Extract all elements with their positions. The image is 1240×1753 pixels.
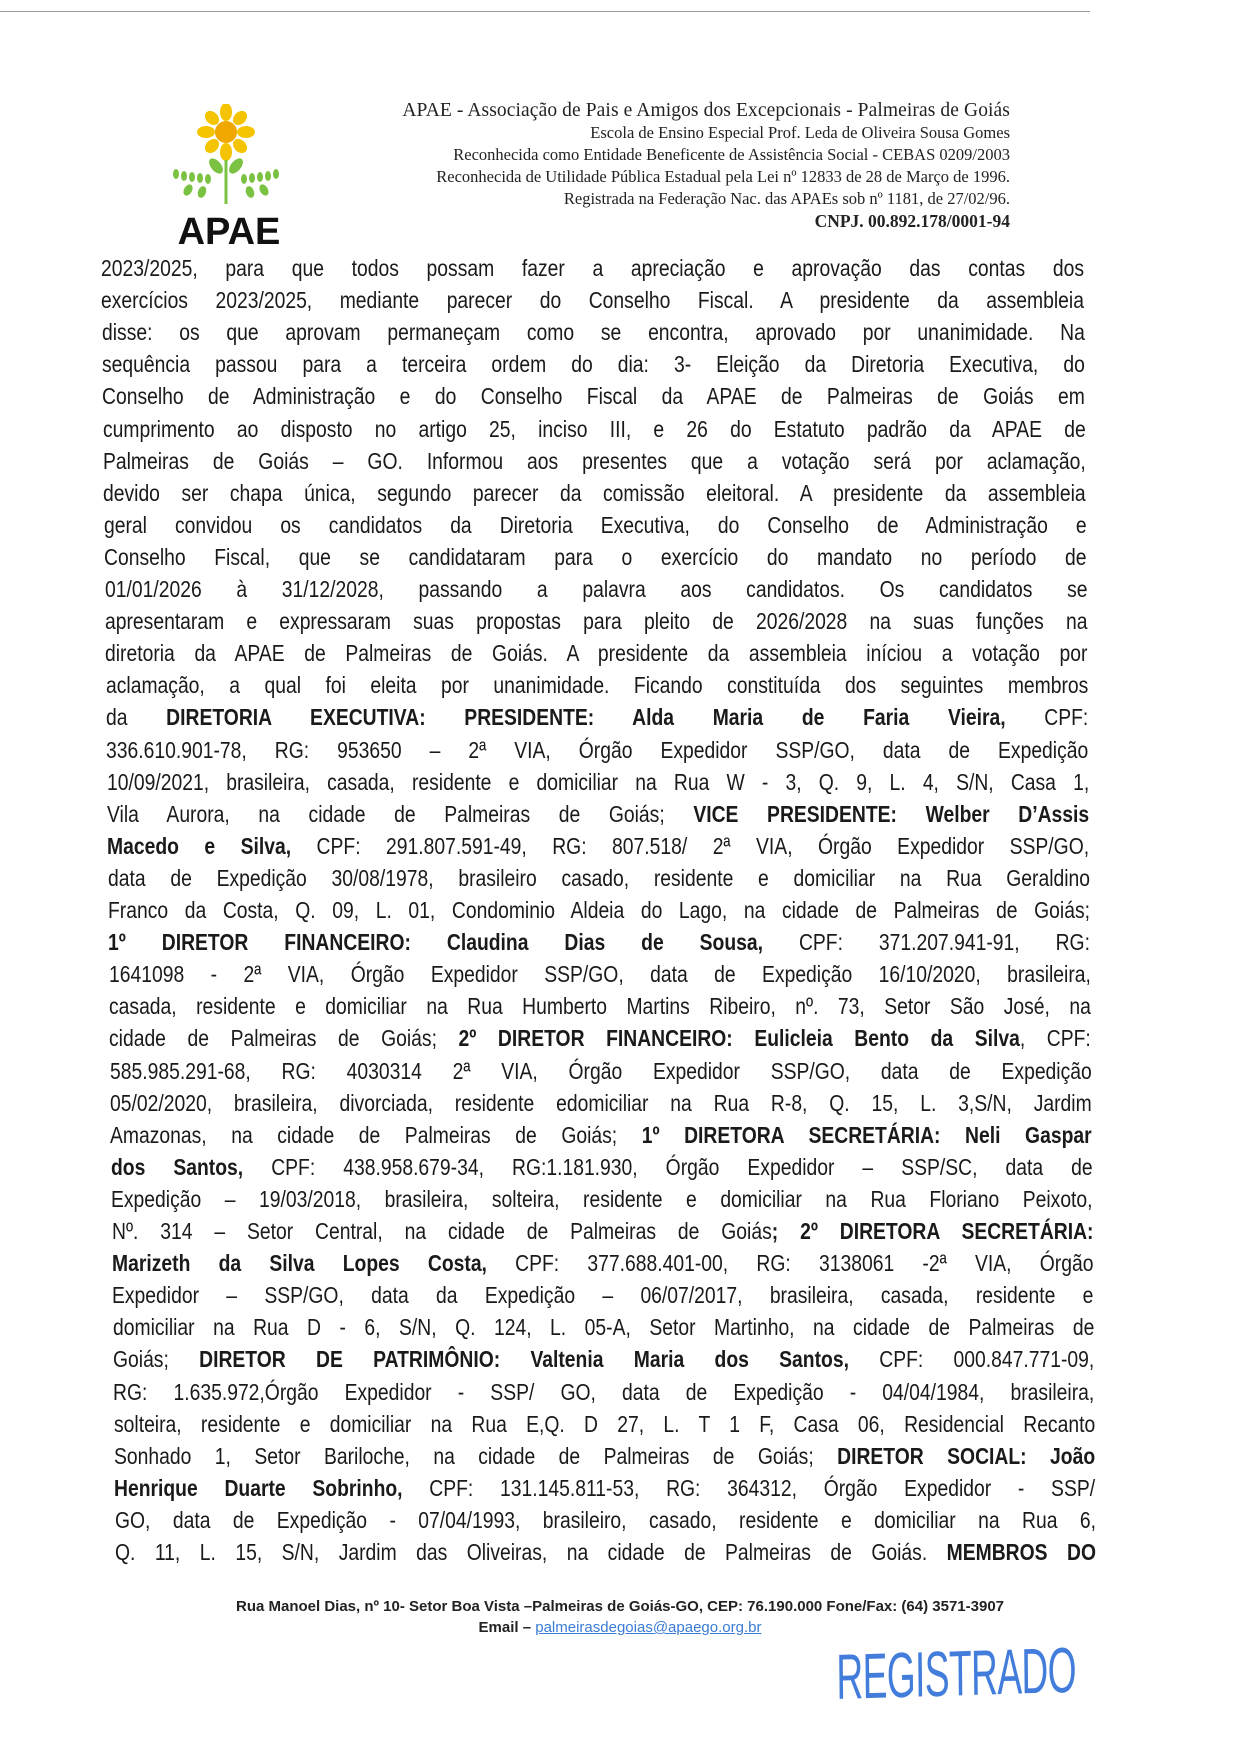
- text-segment: sequência passou para a terceira ordem do dia: 3- Eleição da Diretoria Executiva, do: [102, 351, 1085, 378]
- text-segment: 2023/2025, para que todos possam fazer a apreciação e aprovação das contas dos: [101, 255, 1084, 281]
- bold-text-segment: dos Santos,: [110, 1153, 243, 1180]
- bold-text-segment: DIRETORIA EXECUTIVA: PRESIDENTE: Alda Maria de Faria Vieira,: [166, 704, 1006, 731]
- bold-text-segment: 2º DIRETOR FINANCEIRO: Eulicleia Bento da Silva: [458, 1025, 1021, 1052]
- text-line: [106, 669, 1088, 701]
- text-line: [107, 830, 1089, 862]
- letterhead-line: Reconhecida como Entidade Beneficente de Assistência Social - CEBAS 0209/2003: [453, 145, 1010, 164]
- bold-text-segment: 1º DIRETORA SECRETÁRIA: Neli Gaspar: [642, 1121, 1093, 1148]
- bold-text-segment: DIRETOR SOCIAL: João: [837, 1442, 1096, 1469]
- text-segment: RG: 1.635.972,Órgão Expedidor - SSP/ GO, data de Expedição - 04/04/1984, brasileira,: [113, 1378, 1095, 1405]
- text-line: [111, 1151, 1093, 1183]
- registrado-stamp: REGISTRADO: [836, 1633, 1077, 1713]
- text-line: [110, 1087, 1092, 1119]
- text-segment: CPF: 371.207.941-91, RG:: [763, 929, 1091, 956]
- text-segment: Palmeiras de Goiás – GO. Informou aos presentes que a votação será por aclamação,: [103, 447, 1086, 474]
- text-segment: 01/01/2026 à 31/12/2028, passando a palavra aos candidatos. Os candidatos se: [104, 576, 1087, 602]
- logo-text: APAE: [177, 211, 281, 252]
- text-line: [104, 509, 1087, 541]
- text-line: [110, 1055, 1092, 1087]
- text-line: [110, 1119, 1092, 1151]
- text-segment: exercícios 2023/2025, mediante parecer do Conselho Fiscal. A presidente da assembleia: [101, 287, 1085, 314]
- text-segment: da: [105, 704, 167, 731]
- apae-logo: [166, 104, 296, 252]
- text-segment: Nº. 314 – Setor Central, na cidade de Palmeiras de Goiás: [111, 1218, 772, 1244]
- text-line: [114, 1408, 1095, 1440]
- text-segment: Vila Aurora, na cidade de Palmeiras de Goiás;: [106, 800, 694, 827]
- bold-text-segment: Macedo e Silva,: [107, 832, 292, 859]
- text-segment: apresentaram e expressaram suas propostas para pleito de 2026/2028 na suas funções na: [104, 608, 1088, 635]
- text-segment: Franco da Costa, Q. 09, L. 01, Condominio Aldeia do Lago, na cidade de Palmeiras de Goiás;: [108, 897, 1090, 923]
- sunflower-icon: [173, 104, 279, 204]
- text-line: [112, 1279, 1093, 1311]
- text-segment: Conselho Fiscal, que se candidataram para o exercício do mandato no período de: [104, 543, 1087, 570]
- text-segment: GO, data de Expedição - 07/04/1993, brasileiro, casado, residente e domiciliar na Rua 6,: [114, 1506, 1096, 1533]
- text-line: [106, 734, 1088, 766]
- letterhead-line: Registrada na Federação Nac. das APAEs sob nº 1181, de 27/02/96.: [563, 189, 1010, 208]
- scan-edge-line: [0, 11, 1090, 12]
- text-segment: casada, residente e domiciliar na Rua Humberto Martins Ribeiro, nº. 73, Setor São José, na: [109, 993, 1091, 1020]
- bold-text-segment: ; 2º DIRETORA SECRETÁRIA:: [771, 1218, 1093, 1244]
- text-line: [109, 958, 1091, 990]
- text-line: [115, 1536, 1096, 1568]
- cnpj: CNPJ. 00.892.178/0001-94: [814, 211, 1010, 231]
- text-segment: devido ser chapa única, segundo parecer da comissão eleitoral. A presidente da assembleia: [103, 479, 1087, 506]
- text-segment: cidade de Palmeiras de Goiás;: [109, 1025, 459, 1052]
- text-line: [109, 1022, 1091, 1054]
- text-line: [111, 1183, 1093, 1215]
- text-line: [109, 990, 1091, 1022]
- text-line: [113, 1311, 1094, 1343]
- text-segment: Conselho de Administração e do Conselho Fiscal da APAE de Palmeiras de Goiás em: [102, 383, 1086, 410]
- bold-text-segment: Marizeth da Silva Lopes Costa,: [111, 1250, 487, 1277]
- text-line: [103, 445, 1086, 477]
- bold-text-segment: VICE PRESIDENTE: Welber D’Assis: [693, 800, 1090, 827]
- text-segment: , CPF:: [1020, 1025, 1092, 1052]
- text-line: [107, 766, 1089, 798]
- bold-text-segment: Henrique Duarte Sobrinho,: [114, 1474, 403, 1501]
- letterhead-line: Reconhecida de Utilidade Pública Estadual pela Lei nº 12833 de 28 de Março de 1996.: [436, 167, 1010, 186]
- bold-text-segment: MEMBROS DO: [946, 1539, 1097, 1565]
- text-line: [115, 1504, 1096, 1536]
- text-segment: 05/02/2020, brasileira, divorciada, residente edomiciliar na Rua R-8, Q. 15, L. 3,S/N, Jardim: [110, 1089, 1092, 1116]
- text-segment: CPF: 000.847.771-09,: [848, 1346, 1095, 1373]
- text-line: [113, 1376, 1094, 1408]
- text-segment: Expedidor – SSP/GO, data da Expedição – 06/07/2017, brasileira, casada, residente e: [112, 1282, 1094, 1309]
- text-segment: CPF: 377.688.401-00, RG: 3138061 -2ª VIA, Órgão: [486, 1250, 1094, 1277]
- text-segment: disse: os que aprovam permaneçam como se encontra, aprovado por unanimidade. Na: [101, 319, 1085, 346]
- text-segment: geral convidou os candidatos da Diretoria Executiva, do Conselho de Administração e: [103, 511, 1087, 538]
- email-link[interactable]: palmeirasdegoias@apaego.org.br: [535, 1619, 762, 1636]
- text-line: [112, 1215, 1093, 1247]
- text-line: [108, 926, 1090, 958]
- text-line: [105, 637, 1087, 669]
- text-segment: data de Expedição 30/08/1978, brasileiro casado, residente e domiciliar na Rua Geraldino: [107, 864, 1090, 891]
- text-line: [105, 573, 1087, 605]
- text-segment: Sonhado 1, Setor Bariloche, na cidade de Palmeiras de Goiás;: [113, 1442, 838, 1469]
- text-line: [102, 348, 1085, 380]
- text-line: [114, 1440, 1095, 1472]
- text-line: [105, 605, 1087, 637]
- text-line: [112, 1247, 1093, 1279]
- text-line: [103, 477, 1086, 509]
- organization-name: APAE - Associação de Pais e Amigos dos Excepcionais - Palmeiras de Goiás: [402, 100, 1010, 121]
- text-line: [108, 894, 1090, 926]
- text-segment: CPF: 438.958.679-34, RG:1.181.930, Órgão Expedidor – SSP/SC, data de: [242, 1153, 1093, 1180]
- bold-text-segment: DIRETOR DE PATRIMÔNIO: Valtenia Maria dos Santos,: [199, 1346, 849, 1373]
- text-segment: 336.610.901-78, RG: 953650 – 2ª VIA, Órgão Expedidor SSP/GO, data de Expedição: [106, 736, 1089, 763]
- email-label: Email –: [478, 1619, 536, 1636]
- text-segment: diretoria da APAE de Palmeiras de Goiás. A presidente da assembleia iníciou a votação por: [105, 640, 1088, 667]
- text-segment: domiciliar na Rua D - 6, S/N, Q. 124, L. 05-A, Setor Martinho, na cidade de Palmeiras de: [112, 1314, 1094, 1341]
- footer-address: Rua Manoel Dias, nº 10- Setor Boa Vista –Palmeiras de Goiás-GO, CEP: 76.190.000 Fone/Fax: (64) 3571-3907: [235, 1598, 1005, 1615]
- text-segment: Goiás;: [112, 1346, 200, 1373]
- text-segment: Q. 11, L. 15, S/N, Jardim das Oliveiras, na cidade de Palmeiras de Goiás.: [115, 1539, 947, 1565]
- text-segment: CPF: 131.145.811-53, RG: 364312, Órgão Expedidor - SSP/: [402, 1474, 1096, 1501]
- text-segment: Amazonas, na cidade de Palmeiras de Goiás;: [110, 1121, 643, 1148]
- text-segment: CPF: 291.807.591-49, RG: 807.518/ 2ª VIA, Órgão Expedidor SSP/GO,: [291, 832, 1090, 859]
- text-line: [101, 252, 1084, 284]
- text-line: [108, 862, 1090, 894]
- text-line: [102, 380, 1085, 412]
- text-line: [102, 316, 1085, 348]
- text-segment: CPF:: [1005, 704, 1089, 731]
- bold-text-segment: 1º DIRETOR FINANCEIRO: Claudina Dias de Sousa,: [108, 929, 764, 956]
- text-line: [106, 701, 1088, 733]
- text-segment: 1641098 - 2ª VIA, Órgão Expedidor SSP/GO, data de Expedição 16/10/2020, brasileira,: [108, 961, 1091, 988]
- text-line: [103, 413, 1086, 445]
- text-segment: solteira, residente e domiciliar na Rua E,Q. D 27, L. T 1 F, Casa 06, Residencial Recanto: [113, 1410, 1095, 1437]
- text-segment: cumprimento ao disposto no artigo 25, inciso III, e 26 do Estatuto padrão da APAE de: [102, 415, 1086, 442]
- text-line: [101, 284, 1084, 316]
- text-segment: aclamação, a qual foi eleita por unanimidade. Ficando constituída dos seguintes membros: [105, 672, 1088, 699]
- text-segment: 10/09/2021, brasileira, casada, residente e domiciliar na Rua W - 3, Q. 9, L. 4, S/N, Casa 1,: [106, 768, 1089, 795]
- text-line: [114, 1472, 1095, 1504]
- text-line: [107, 798, 1089, 830]
- text-segment: 585.985.291-68, RG: 4030314 2ª VIA, Órgão Expedidor SSP/GO, data de Expedição: [109, 1057, 1092, 1084]
- text-line: [104, 541, 1087, 573]
- letterhead-line: Escola de Ensino Especial Prof. Leda de Oliveira Sousa Gomes: [590, 123, 1010, 142]
- letterhead: [402, 100, 1010, 232]
- text-line: [113, 1343, 1094, 1375]
- text-segment: Expedição – 19/03/2018, brasileira, solteira, residente e domiciliar na Rua Floriano Peixoto,: [111, 1185, 1093, 1212]
